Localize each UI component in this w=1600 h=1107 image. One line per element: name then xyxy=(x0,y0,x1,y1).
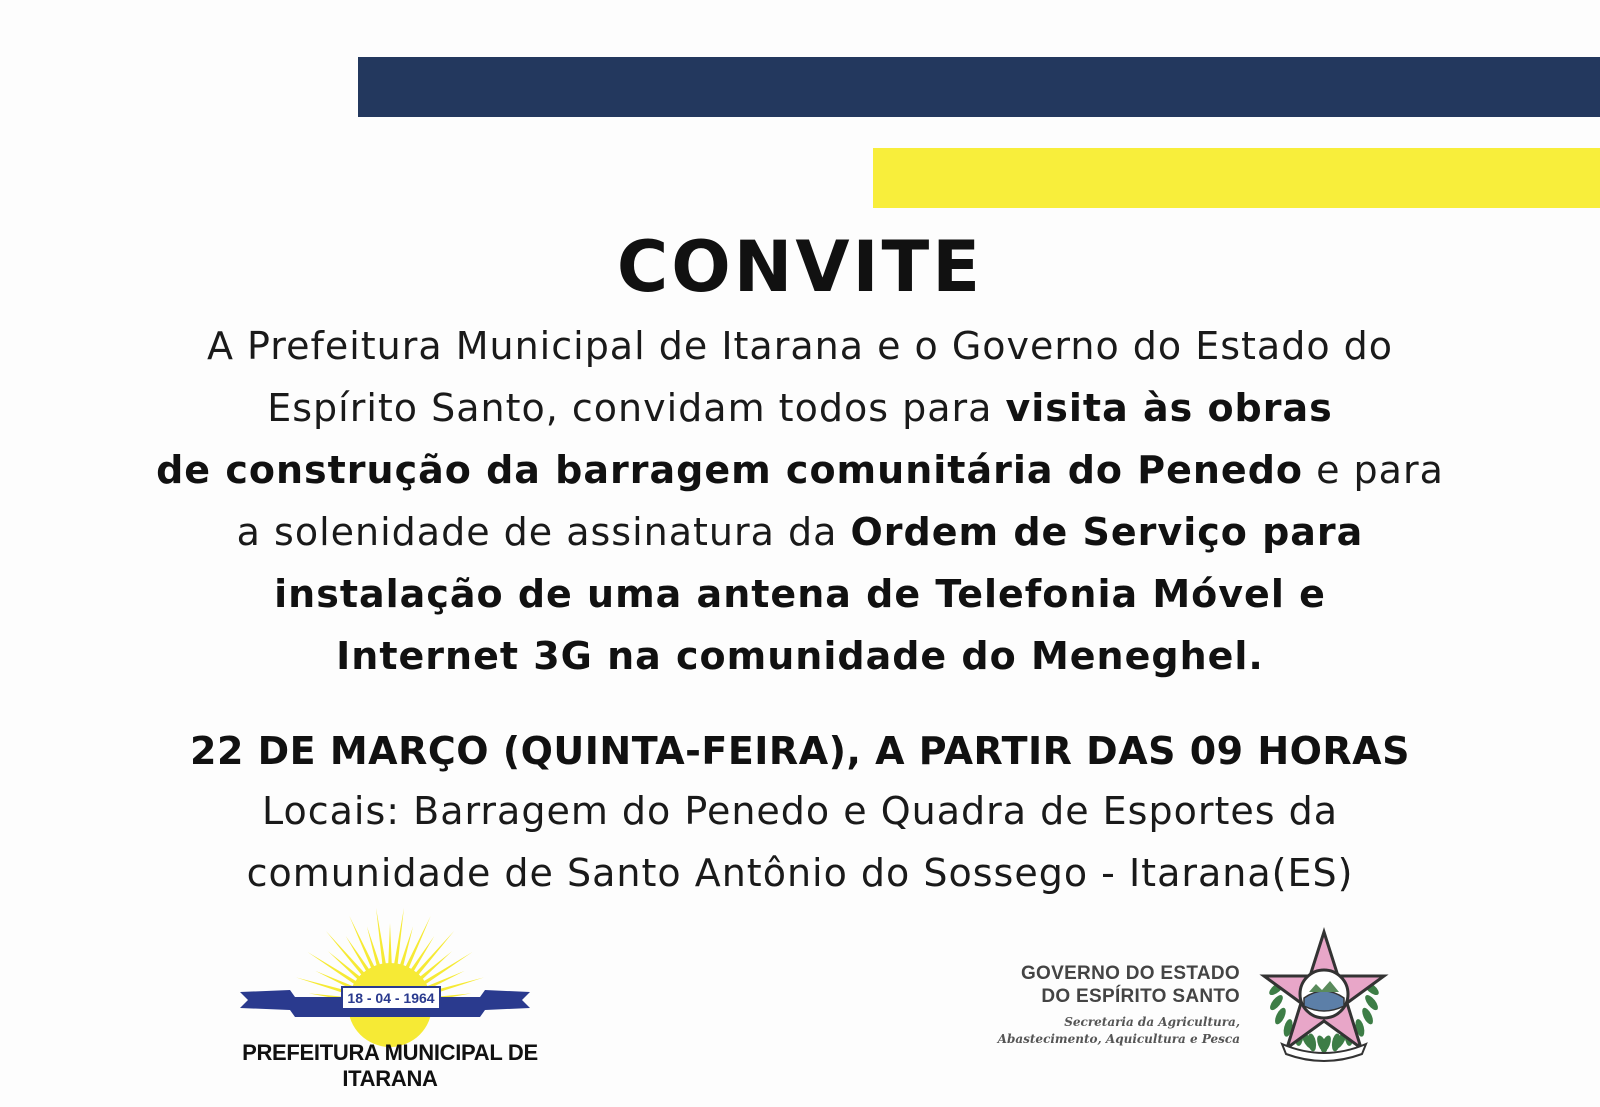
paragraph-line-2 xyxy=(60,377,1540,439)
paragraph-text: A Prefeitura Municipal de Itarana e o Governo do Estado do xyxy=(206,324,1394,368)
government-line-1: GOVERNO DO ESTADO xyxy=(1020,963,1240,984)
paragraph-line-3 xyxy=(60,439,1540,501)
logo-founding-date: 18 - 04 - 1964 xyxy=(347,990,435,1006)
event-locations xyxy=(100,780,1500,904)
government-text-block xyxy=(990,962,1240,1048)
coat-of-arms-icon xyxy=(1254,926,1394,1066)
paragraph-line-4 xyxy=(60,501,1540,563)
paragraph-bold-text: instalação de uma antena de Telefonia Móvel e xyxy=(274,572,1326,616)
event-date: 22 DE MARÇO (QUINTA-FEIRA), A PARTIR DAS 09 HORAS xyxy=(190,729,1410,773)
yellow-header-bar xyxy=(873,148,1600,208)
paragraph-line-6 xyxy=(60,625,1540,687)
paragraph-bold-text: visita às obras xyxy=(1005,386,1333,430)
paragraph-text: Espírito Santo, convidam todos para xyxy=(267,386,1006,430)
invitation-title: CONVITE xyxy=(616,226,984,308)
prefeitura-caption: PREFEITURA MUNICIPAL DE ITARANA xyxy=(242,1040,538,1091)
locations-line-1: Locais: Barragem do Penedo e Quadra de Esportes da xyxy=(261,789,1339,833)
secretaria-line-2: Abastecimento, Aquicultura e Pesca xyxy=(997,1032,1240,1046)
paragraph-bold-text: de construção da barragem comunitária do Penedo xyxy=(156,448,1304,492)
government-line-2: DO ESPÍRITO SANTO xyxy=(1041,986,1240,1007)
locations-line-2: comunidade de Santo Antônio do Sossego - Itarana(ES) xyxy=(246,851,1354,895)
paragraph-line-1 xyxy=(60,315,1540,377)
paragraph-line-5 xyxy=(60,563,1540,625)
secretaria-line-1: Secretaria da Agricultura, xyxy=(1064,1015,1240,1029)
navy-header-bar xyxy=(358,57,1600,117)
paragraph-text: a solenidade de assinatura da xyxy=(236,510,851,554)
paragraph-bold-text: Internet 3G na comunidade do Meneghel. xyxy=(336,634,1264,678)
paragraph-text: e para xyxy=(1303,448,1444,492)
invitation-paragraph xyxy=(60,315,1540,687)
paragraph-bold-text: Ordem de Serviço para xyxy=(850,510,1364,554)
